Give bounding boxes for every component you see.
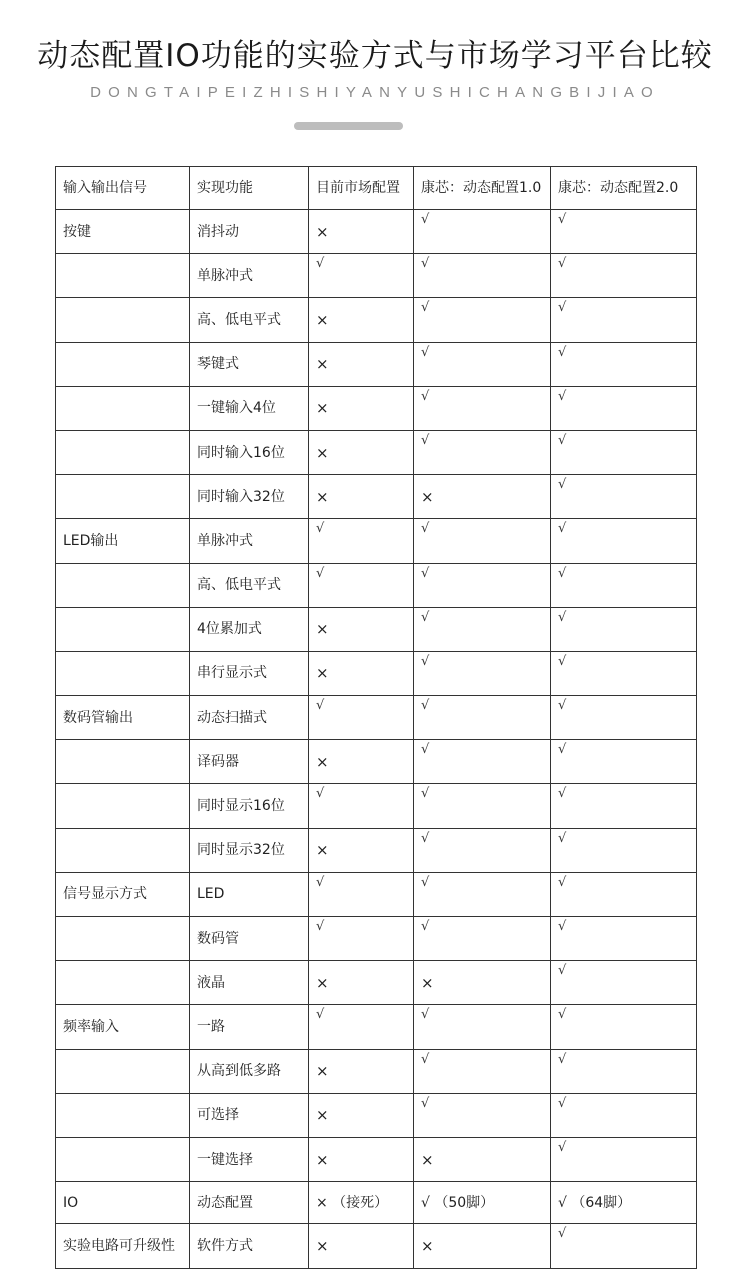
cell-kangxin-2: √ (551, 386, 697, 430)
table-row (56, 1182, 697, 1224)
cell-function: 同时输入16位 (190, 430, 309, 474)
cell-market: × (309, 607, 414, 651)
cell-kangxin-2: √ (551, 342, 697, 386)
cell-kangxin-2: √ (551, 210, 697, 254)
cell-market: × (309, 1137, 414, 1181)
cell-kangxin-1: √ (414, 1093, 551, 1137)
cell-signal (56, 1137, 190, 1181)
cell-market: √ (309, 917, 414, 961)
table-row (56, 475, 697, 519)
table-row (56, 828, 697, 872)
cell-signal (56, 430, 190, 474)
cell-kangxin-2: √ (551, 1049, 697, 1093)
cell-market: √ (309, 784, 414, 828)
cell-market: × (309, 342, 414, 386)
cell-kangxin-1: √ (414, 740, 551, 784)
cell-kangxin-2: √ (551, 917, 697, 961)
table-row (56, 1049, 697, 1093)
cell-function: 串行显示式 (190, 651, 309, 695)
cell-kangxin-1: × (414, 475, 551, 519)
cell-kangxin-2: √ (551, 696, 697, 740)
cell-signal (56, 740, 190, 784)
cell-kangxin-1: × (414, 1224, 551, 1268)
cell-market: × (309, 210, 414, 254)
title-divider (294, 122, 403, 130)
cell-signal (56, 917, 190, 961)
cell-market: × (309, 430, 414, 474)
table-row (56, 563, 697, 607)
cell-kangxin-1: √ (414, 342, 551, 386)
cell-function: 同时输入32位 (190, 475, 309, 519)
cell-signal (56, 342, 190, 386)
header-cell-function: 实现功能 (190, 167, 309, 210)
cell-function: 琴键式 (190, 342, 309, 386)
table-row (56, 696, 697, 740)
table-row (56, 740, 697, 784)
cell-market: × (309, 651, 414, 695)
cell-kangxin-2: √ (551, 1093, 697, 1137)
cell-market: × (309, 1093, 414, 1137)
table-row (56, 1137, 697, 1181)
cell-signal (56, 1049, 190, 1093)
cell-kangxin-1: √ (414, 386, 551, 430)
cell-kangxin-2: √ (551, 430, 697, 474)
cell-signal: 数码管输出 (56, 696, 190, 740)
cell-function: 同时显示16位 (190, 784, 309, 828)
cell-market: √ (309, 696, 414, 740)
cell-kangxin-1: √ (414, 298, 551, 342)
table-row (56, 342, 697, 386)
table-row (56, 784, 697, 828)
cell-market: × (309, 961, 414, 1005)
table-row (56, 430, 697, 474)
cell-signal (56, 254, 190, 298)
cell-market: √ (309, 254, 414, 298)
cell-kangxin-2: √ (551, 740, 697, 784)
comparison-table-container (55, 166, 696, 1269)
cell-market: × (309, 298, 414, 342)
cell-market: √ (309, 872, 414, 916)
cell-kangxin-2: √ (551, 784, 697, 828)
cell-kangxin-2: √ (551, 961, 697, 1005)
cell-market: × (309, 1224, 414, 1268)
table-row (56, 386, 697, 430)
cell-signal (56, 386, 190, 430)
cell-market: × (309, 386, 414, 430)
cell-kangxin-1: √ (414, 1049, 551, 1093)
cell-kangxin-1: √ (414, 430, 551, 474)
cell-function: 数码管 (190, 917, 309, 961)
cell-signal: 按键 (56, 210, 190, 254)
cell-kangxin-2: √ (551, 1137, 697, 1181)
cell-kangxin-2: √ (551, 828, 697, 872)
cell-signal (56, 961, 190, 1005)
table-row (56, 872, 697, 916)
cell-market: × (309, 828, 414, 872)
cell-kangxin-2: √ (551, 1224, 697, 1268)
cell-kangxin-2: √ (551, 519, 697, 563)
table-row (56, 961, 697, 1005)
page-subtitle: DONGTAIPEIZHISHIYANYUSHICHANGBIJIAO (90, 84, 660, 101)
cell-kangxin-1: √ (414, 254, 551, 298)
cell-kangxin-1: √ (414, 828, 551, 872)
cell-market: √ (309, 519, 414, 563)
cell-function: 译码器 (190, 740, 309, 784)
cell-kangxin-2: √ (551, 475, 697, 519)
cell-kangxin-1: × (414, 1137, 551, 1181)
table-row (56, 254, 697, 298)
cell-function: 一键选择 (190, 1137, 309, 1181)
header-cell-market: 目前市场配置 (309, 167, 414, 210)
cell-market: × (309, 740, 414, 784)
cell-market: × (309, 475, 414, 519)
cell-function: 高、低电平式 (190, 298, 309, 342)
cell-kangxin-2: √ (551, 1005, 697, 1049)
table-row (56, 917, 697, 961)
table-header-row (56, 167, 697, 210)
table-row (56, 607, 697, 651)
cell-kangxin-1: √ (414, 651, 551, 695)
page-title: 动态配置IO功能的实验方式与市场学习平台比较 (37, 38, 713, 74)
cell-function: 单脉冲式 (190, 254, 309, 298)
cell-signal (56, 298, 190, 342)
cell-function: LED (190, 872, 309, 916)
cell-function: 动态扫描式 (190, 696, 309, 740)
cell-function: 动态配置 (190, 1182, 309, 1224)
cell-function: 一键输入4位 (190, 386, 309, 430)
cell-kangxin-2: √ (551, 607, 697, 651)
cell-kangxin-2: √ (551, 563, 697, 607)
cell-kangxin-1: √ (414, 607, 551, 651)
cell-signal: IO (56, 1182, 190, 1224)
cell-function: 软件方式 (190, 1224, 309, 1268)
cell-signal (56, 1093, 190, 1137)
table-row (56, 298, 697, 342)
header-cell-kangxin-2: 康芯：动态配置2.0 (551, 167, 697, 210)
cell-signal (56, 607, 190, 651)
cell-kangxin-1: √ (414, 696, 551, 740)
cell-kangxin-2: √ (551, 254, 697, 298)
cell-kangxin-1: × (414, 961, 551, 1005)
cell-kangxin-2: √ (551, 872, 697, 916)
cell-kangxin-2: √ (551, 651, 697, 695)
header-cell-kangxin-1: 康芯：动态配置1.0 (414, 167, 551, 210)
comparison-table (55, 166, 697, 1269)
cell-function: 消抖动 (190, 210, 309, 254)
cell-signal (56, 651, 190, 695)
cell-function: 4位累加式 (190, 607, 309, 651)
cell-kangxin-1: √ (414, 872, 551, 916)
cell-kangxin-2: √ (551, 298, 697, 342)
cell-signal (56, 475, 190, 519)
cell-kangxin-1: √ (414, 563, 551, 607)
header-cell-signal: 输入输出信号 (56, 167, 190, 210)
cell-function: 高、低电平式 (190, 563, 309, 607)
table-row (56, 519, 697, 563)
cell-function: 单脉冲式 (190, 519, 309, 563)
cell-function: 可选择 (190, 1093, 309, 1137)
table-row (56, 1224, 697, 1268)
cell-signal: 信号显示方式 (56, 872, 190, 916)
cell-signal: LED输出 (56, 519, 190, 563)
cell-function: 同时显示32位 (190, 828, 309, 872)
cell-kangxin-2: √ （64脚） (551, 1182, 697, 1224)
cell-kangxin-1: √ (414, 784, 551, 828)
cell-kangxin-1: √ (414, 1005, 551, 1049)
cell-kangxin-1: √ (414, 519, 551, 563)
cell-signal (56, 828, 190, 872)
cell-function: 从高到低多路 (190, 1049, 309, 1093)
cell-market: × (309, 1049, 414, 1093)
cell-signal: 实验电路可升级性 (56, 1224, 190, 1268)
cell-kangxin-1: √ (414, 917, 551, 961)
cell-market: √ (309, 563, 414, 607)
cell-kangxin-1: √ （50脚） (414, 1182, 551, 1224)
table-row (56, 651, 697, 695)
table-row (56, 210, 697, 254)
cell-signal (56, 563, 190, 607)
cell-signal: 频率输入 (56, 1005, 190, 1049)
table-row (56, 1005, 697, 1049)
table-row (56, 1093, 697, 1137)
cell-market: √ (309, 1005, 414, 1049)
cell-signal (56, 784, 190, 828)
cell-kangxin-1: √ (414, 210, 551, 254)
cell-market: × （接死） (309, 1182, 414, 1224)
cell-function: 一路 (190, 1005, 309, 1049)
cell-function: 液晶 (190, 961, 309, 1005)
